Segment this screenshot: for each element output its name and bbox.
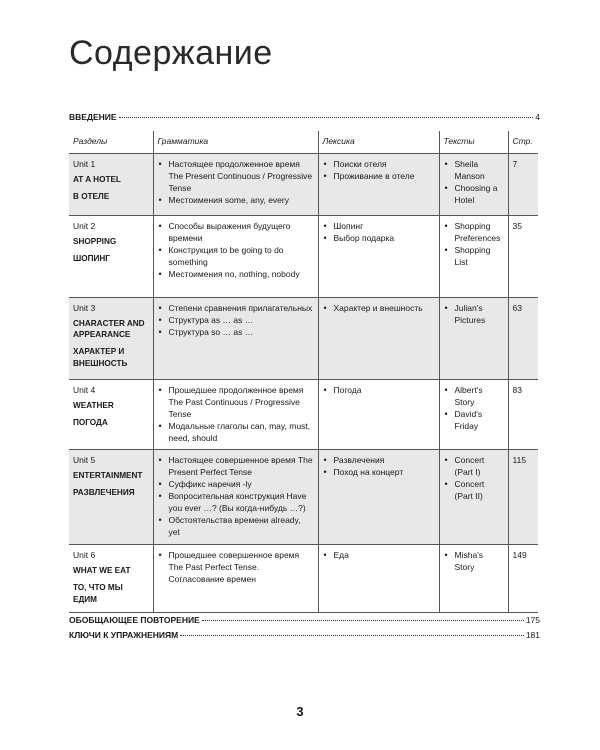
vocabulary-item: • Выбор подарка bbox=[323, 232, 435, 244]
header-texts: Тексты bbox=[439, 131, 508, 154]
text-item: • Julian's Pictures bbox=[444, 302, 504, 326]
texts-cell bbox=[439, 298, 508, 380]
vocabulary-cell bbox=[318, 216, 439, 298]
unit-title-ru: ПОГОДА bbox=[73, 418, 108, 427]
grammar-cell-list bbox=[158, 454, 314, 538]
vocabulary-item: • Погода bbox=[323, 384, 435, 396]
dot-leader bbox=[180, 635, 524, 636]
grammar-cell-list bbox=[158, 549, 314, 573]
vocabulary-item: • Поход на концерт bbox=[323, 466, 435, 478]
review-page: 175 bbox=[525, 615, 540, 625]
unit-row[interactable] bbox=[69, 216, 538, 298]
text-item: • Concert (Part I) bbox=[444, 454, 504, 478]
vocabulary-cell-list bbox=[323, 549, 435, 561]
unit-title-ru: ХАРАКТЕР И ВНЕШНОСТЬ bbox=[73, 347, 128, 368]
unit-title-en: WHAT WE EAT bbox=[73, 566, 131, 575]
vocabulary-item: • Еда bbox=[323, 549, 435, 561]
unit-row[interactable] bbox=[69, 545, 538, 613]
unit-title-ru: ШОПИНГ bbox=[73, 254, 110, 263]
text-item: • Choosing a Hotel bbox=[444, 182, 504, 206]
grammar-item: • Модальные глаголы can, may, must, need, should bbox=[158, 420, 314, 444]
header-grammar: Грамматика bbox=[153, 131, 318, 154]
unit-cell bbox=[69, 154, 153, 216]
grammar-cell bbox=[153, 450, 318, 545]
texts-cell-list bbox=[444, 302, 504, 326]
intro-label: ВВЕДЕНИЕ bbox=[69, 112, 117, 122]
grammar-item: • Степени сравнения прилагательных bbox=[158, 302, 314, 314]
texts-cell bbox=[439, 545, 508, 613]
grammar-cell-list bbox=[158, 384, 314, 444]
dot-leader bbox=[202, 620, 524, 621]
unit-number: Unit 5 bbox=[73, 455, 96, 465]
unit-cell bbox=[69, 545, 153, 613]
unit-number: Unit 6 bbox=[73, 550, 96, 560]
unit-title-ru: ТО, ЧТО МЫ ЕДИМ bbox=[73, 583, 123, 604]
texts-cell bbox=[439, 450, 508, 545]
vocabulary-cell bbox=[318, 380, 439, 450]
vocabulary-cell-list bbox=[323, 302, 435, 314]
texts-cell bbox=[439, 216, 508, 298]
grammar-item: • Вопросительная конструкция Have you ever …? (Вы когда-нибудь …?) bbox=[158, 490, 314, 514]
grammar-cell bbox=[153, 216, 318, 298]
vocabulary-cell bbox=[318, 298, 439, 380]
unit-title-ru: РАЗВЛЕЧЕНИЯ bbox=[73, 488, 135, 497]
vocabulary-cell-list bbox=[323, 158, 435, 182]
unit-row[interactable] bbox=[69, 298, 538, 380]
header-sections: Разделы bbox=[69, 131, 153, 154]
header-vocabulary: Лексика bbox=[318, 131, 439, 154]
unit-title-en: AT A HOTEL bbox=[73, 175, 121, 184]
answer-keys-page: 181 bbox=[525, 630, 540, 640]
unit-title-en: WEATHER bbox=[73, 401, 114, 410]
unit-cell bbox=[69, 450, 153, 545]
grammar-cell bbox=[153, 154, 318, 216]
vocabulary-cell bbox=[318, 450, 439, 545]
grammar-cell bbox=[153, 380, 318, 450]
vocabulary-item: • Проживание в отеле bbox=[323, 170, 435, 182]
vocabulary-cell bbox=[318, 154, 439, 216]
texts-cell bbox=[439, 380, 508, 450]
unit-row[interactable] bbox=[69, 380, 538, 450]
unit-cell bbox=[69, 298, 153, 380]
page-title: Содержание bbox=[69, 34, 273, 72]
unit-number: Unit 1 bbox=[73, 159, 96, 169]
vocabulary-item: • Развлечения bbox=[323, 454, 435, 466]
answer-keys-entry[interactable] bbox=[69, 630, 540, 640]
grammar-cell-list bbox=[158, 220, 314, 280]
grammar-item: • Конструкция to be going to do something bbox=[158, 244, 314, 268]
grammar-item: • Местоимения no, nothing, nobody bbox=[158, 268, 314, 280]
grammar-item: • Обстоятельства времени already, yet bbox=[158, 514, 314, 538]
unit-page: 83 bbox=[508, 380, 538, 450]
unit-number: Unit 4 bbox=[73, 385, 96, 395]
page-number: 3 bbox=[296, 704, 304, 719]
unit-title-ru: В ОТЕЛЕ bbox=[73, 192, 110, 201]
unit-page: 35 bbox=[508, 216, 538, 298]
unit-title-en: SHOPPING bbox=[73, 237, 117, 246]
vocabulary-cell bbox=[318, 545, 439, 613]
unit-page: 115 bbox=[508, 450, 538, 545]
text-item: • Albert's Story bbox=[444, 384, 504, 408]
grammar-item: • Прошедшее совершенное время The Past Perfect Tense. bbox=[158, 549, 314, 573]
grammar-item: • Настоящее совершенное время The Present Perfect Tense bbox=[158, 454, 314, 478]
grammar-note: Согласование времен bbox=[168, 574, 256, 584]
unit-cell bbox=[69, 380, 153, 450]
unit-page: 7 bbox=[508, 154, 538, 216]
vocabulary-cell-list bbox=[323, 220, 435, 244]
unit-title-en: CHARACTER AND APPEARANCE bbox=[73, 319, 145, 339]
unit-title-en: ENTERTAINMENT bbox=[73, 471, 143, 480]
unit-page: 63 bbox=[508, 298, 538, 380]
intro-entry[interactable] bbox=[69, 112, 540, 122]
grammar-item: • Настоящее продолженное время The Present Continuous / Progressive Tense bbox=[158, 158, 314, 194]
grammar-item: • Структура so … as … bbox=[158, 326, 314, 338]
answer-keys-label: КЛЮЧИ К УПРАЖНЕНИЯМ bbox=[69, 630, 179, 640]
grammar-item: • Способы выражения будущего времени bbox=[158, 220, 314, 244]
unit-page: 149 bbox=[508, 545, 538, 613]
grammar-item: • Прошедшее продолженное время The Past Continuous / Progressive Tense bbox=[158, 384, 314, 420]
texts-cell-list bbox=[444, 158, 504, 206]
texts-cell bbox=[439, 154, 508, 216]
vocabulary-cell-list bbox=[323, 454, 435, 478]
vocabulary-cell-list bbox=[323, 384, 435, 396]
texts-cell-list bbox=[444, 220, 504, 268]
review-label: ОБОБЩАЮЩЕЕ ПОВТОРЕНИЕ bbox=[69, 615, 200, 625]
review-entry[interactable] bbox=[69, 615, 540, 625]
dot-leader bbox=[119, 117, 534, 118]
grammar-item: • Суффикс наречия -ly bbox=[158, 478, 314, 490]
text-item: • Shopping List bbox=[444, 244, 504, 268]
texts-cell-list bbox=[444, 454, 504, 502]
grammar-cell-list bbox=[158, 158, 314, 206]
grammar-cell-list bbox=[158, 302, 314, 338]
grammar-cell bbox=[153, 298, 318, 380]
vocabulary-item: • Характер и внешность bbox=[323, 302, 435, 314]
text-item: • David's Friday bbox=[444, 408, 504, 432]
text-item: • Concert (Part II) bbox=[444, 478, 504, 502]
table-header-row bbox=[69, 131, 538, 154]
unit-number: Unit 3 bbox=[73, 303, 96, 313]
unit-cell bbox=[69, 216, 153, 298]
vocabulary-item: • Шопинг bbox=[323, 220, 435, 232]
unit-number: Unit 2 bbox=[73, 221, 96, 231]
header-page: Стр. bbox=[508, 131, 538, 154]
text-item: • Sheila Manson bbox=[444, 158, 504, 182]
grammar-item: • Структура as … as … bbox=[158, 314, 314, 326]
vocabulary-item: • Поиски отеля bbox=[323, 158, 435, 170]
contents-table bbox=[69, 131, 538, 613]
texts-cell-list bbox=[444, 549, 504, 573]
text-item: • Shopping Preferences bbox=[444, 220, 504, 244]
unit-row[interactable] bbox=[69, 154, 538, 216]
texts-cell-list bbox=[444, 384, 504, 432]
intro-page: 4 bbox=[535, 112, 540, 122]
text-item: • Misha's Story bbox=[444, 549, 504, 573]
grammar-item: • Местоимения some, any, every bbox=[158, 194, 314, 206]
grammar-cell bbox=[153, 545, 318, 613]
unit-row[interactable] bbox=[69, 450, 538, 545]
